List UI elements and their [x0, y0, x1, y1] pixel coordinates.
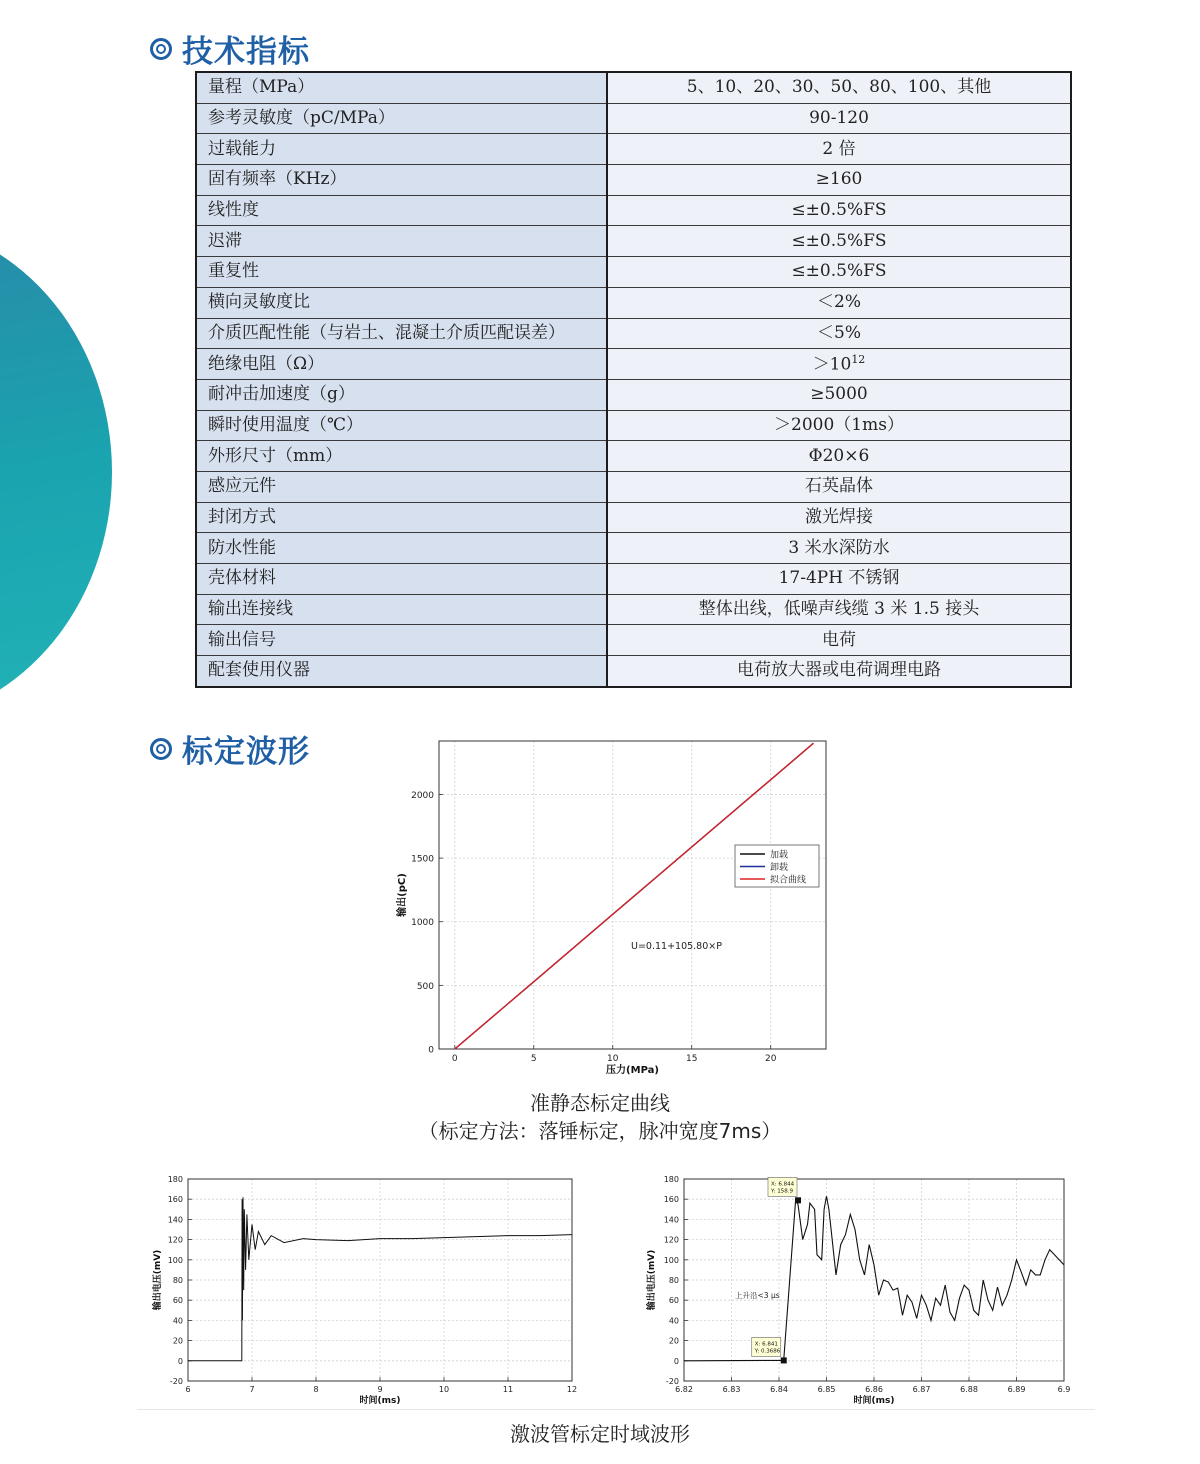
spec-value-text: ≤±0.5%FS: [791, 230, 887, 251]
y-tick-label: 0: [177, 1356, 183, 1366]
y-tick-label: 40: [668, 1316, 679, 1326]
shock-waveform-plot-zoom: [640, 1168, 1080, 1408]
spec-value-text: 90-120: [809, 108, 869, 129]
spec-key: 防水性能: [196, 533, 607, 564]
bullet-ring-icon: [150, 738, 172, 760]
y-tick-label: 20: [172, 1336, 183, 1346]
x-tick-label: 7: [249, 1385, 255, 1394]
spec-key: 过载能力: [196, 134, 607, 165]
spec-key: 壳体材料: [196, 564, 607, 595]
datatip-marker: [795, 1197, 801, 1203]
spec-key: 外形尺寸（mm）: [196, 441, 607, 472]
y-tick-label: 1000: [411, 918, 434, 929]
spec-key: 量程（MPa）: [196, 72, 607, 103]
legend-label: 拟合曲线: [770, 875, 807, 886]
spec-row: [196, 287, 1071, 318]
spec-value-text: ≤±0.5%FS: [791, 261, 887, 282]
spec-row: [196, 533, 1071, 564]
spec-value-text: ≤±0.5%FS: [791, 200, 887, 221]
spec-value-text: ＞10: [812, 354, 852, 375]
spec-value: [607, 502, 1071, 533]
spec-value: [607, 287, 1071, 318]
spec-key: 介质匹配性能（与岩土、混凝土介质匹配误差）: [196, 318, 607, 349]
y-tick-label: 120: [663, 1235, 679, 1245]
x-tick-label: 6.85: [817, 1385, 836, 1394]
y-tick-label: 180: [167, 1175, 183, 1184]
x-tick-label: 6.86: [865, 1385, 883, 1394]
shock-waveform-chart-full: [148, 1168, 588, 1408]
static-chart-method: （标定方法：落锤标定，脉冲宽度7ms）: [418, 1119, 782, 1143]
x-tick-label: 10: [438, 1385, 450, 1394]
x-tick-label: 6.83: [722, 1385, 741, 1394]
spec-value: [607, 625, 1071, 656]
spec-value-text: ≥160: [815, 169, 863, 190]
y-tick-label: 80: [668, 1276, 679, 1285]
spec-value-text: ＞2000（1ms）: [774, 414, 904, 435]
x-tick-label: 20: [764, 1054, 777, 1064]
x-tick-label: 15: [686, 1054, 698, 1064]
plot-area: [439, 741, 826, 1049]
spec-key: 封闭方式: [196, 502, 607, 533]
y-tick-label: 100: [167, 1255, 183, 1265]
x-axis-label: 时间(ms): [853, 1396, 895, 1406]
y-tick-label: 160: [663, 1195, 679, 1205]
spec-row: [196, 103, 1071, 134]
spec-value: [607, 410, 1071, 441]
section-title-waveform: [150, 726, 310, 771]
spec-row: [196, 625, 1071, 656]
spec-key: 参考灵敏度（pC/MPa）: [196, 103, 607, 134]
spec-key: 输出连接线: [196, 594, 607, 625]
spec-row: [196, 72, 1071, 103]
datatip-text: Y: 158.9: [771, 1188, 793, 1195]
spec-value: [607, 134, 1071, 165]
x-tick-label: 10: [607, 1054, 619, 1064]
spec-table: [195, 71, 1072, 688]
spec-value: [607, 564, 1071, 595]
decorative-teal-circle: [0, 222, 112, 722]
spec-value: [607, 349, 1071, 380]
y-tick-label: 60: [172, 1296, 183, 1306]
static-calibration-chart: [393, 735, 838, 1080]
shock-waveform-chart-zoom: [640, 1168, 1080, 1408]
y-tick-label: 40: [172, 1316, 183, 1326]
spec-value: [607, 165, 1071, 196]
y-tick-label: 180: [663, 1175, 679, 1184]
legend-label: 卸载: [770, 863, 789, 873]
fit-equation-annotation: U=0.11+105.80×P: [631, 941, 722, 952]
static-calibration-plot: [393, 735, 838, 1080]
x-axis-label: 时间(ms): [359, 1396, 401, 1406]
spec-value-text: ≥5000: [810, 384, 868, 405]
spec-key: 迟滞: [196, 226, 607, 257]
spec-row: [196, 318, 1071, 349]
spec-row: [196, 349, 1071, 380]
y-tick-label: 160: [167, 1195, 183, 1205]
y-tick-label: 100: [663, 1255, 679, 1265]
spec-row: [196, 257, 1071, 288]
x-tick-label: 0: [451, 1054, 458, 1064]
spec-value: [607, 195, 1071, 226]
spec-value-text: 电荷: [822, 629, 856, 650]
y-tick-label: 2000: [411, 790, 434, 801]
datatip-text: X: 6.844: [771, 1181, 795, 1188]
static-chart-caption: 准静态标定曲线: [530, 1091, 670, 1115]
x-tick-label: 6.89: [1007, 1385, 1026, 1394]
spec-row: [196, 226, 1071, 257]
spec-row: [196, 165, 1071, 196]
x-tick-label: 8: [313, 1385, 319, 1394]
y-tick-label: 0: [673, 1356, 679, 1366]
spec-key: 感应元件: [196, 471, 607, 502]
rise-time-annotation: 上升沿<3 μs: [735, 1291, 780, 1301]
spec-value-text: ＜2%: [817, 292, 861, 313]
spec-value-text: 石英晶体: [805, 476, 873, 497]
y-tick-label: 500: [416, 981, 434, 992]
spec-value: [607, 594, 1071, 625]
spec-row: [196, 410, 1071, 441]
y-tick-label: 0: [428, 1045, 434, 1056]
y-tick-label: 140: [663, 1215, 679, 1225]
datatip-text: Y: 0.3686: [754, 1348, 781, 1355]
spec-key: 线性度: [196, 195, 607, 226]
spec-row: [196, 502, 1071, 533]
spec-value-text: 激光焊接: [805, 506, 873, 527]
y-axis-label: 输出(pC): [397, 873, 408, 917]
y-tick-label: -20: [169, 1377, 183, 1386]
spec-key: 耐冲击加速度（g）: [196, 379, 607, 410]
spec-key: 重复性: [196, 257, 607, 288]
x-tick-label: 6.9: [1057, 1385, 1071, 1394]
spec-key: 固有频率（KHz）: [196, 165, 607, 196]
spec-key: 配套使用仪器: [196, 656, 607, 687]
x-axis-label: 压力(MPa): [606, 1065, 659, 1076]
spec-row: [196, 195, 1071, 226]
spec-value-text: 2 倍: [822, 138, 856, 159]
spec-value: [607, 379, 1071, 410]
x-tick-label: 11: [502, 1385, 514, 1394]
x-tick-label: 12: [566, 1385, 578, 1394]
spec-row: [196, 471, 1071, 502]
shock-waveform-plot-full: [148, 1168, 588, 1408]
spec-value-text: 3 米水深防水: [788, 537, 890, 558]
spec-value-superscript: 12: [851, 353, 866, 367]
spec-row: [196, 564, 1071, 595]
spec-value: [607, 226, 1071, 257]
y-axis-label: 输出电压(mV): [153, 1249, 163, 1311]
y-tick-label: 80: [172, 1276, 183, 1285]
x-tick-label: 9: [377, 1385, 383, 1394]
x-tick-label: 6.84: [770, 1385, 788, 1394]
spec-value-text: 5、10、20、30、50、80、100、其他: [686, 77, 992, 98]
spec-row: [196, 379, 1071, 410]
y-tick-label: 140: [167, 1215, 183, 1225]
divider: [137, 1409, 1095, 1410]
x-tick-label: 6: [185, 1385, 191, 1394]
spec-value: [607, 318, 1071, 349]
x-tick-label: 6.82: [675, 1385, 693, 1394]
spec-value: [607, 471, 1071, 502]
spec-key: 绝缘电阻（Ω）: [196, 349, 607, 380]
datatip-marker: [781, 1357, 787, 1363]
spec-row: [196, 134, 1071, 165]
spec-value-text: 电荷放大器或电荷调理电路: [737, 660, 941, 681]
datatip-text: X: 6.841: [754, 1341, 778, 1348]
spec-value: [607, 441, 1071, 472]
spec-row: [196, 656, 1071, 687]
section-title-text: 标定波形: [182, 734, 310, 770]
y-tick-label: -20: [665, 1377, 679, 1386]
x-tick-label: 6.87: [912, 1385, 931, 1394]
section-title-text: 技术指标: [182, 34, 310, 70]
y-tick-label: 1500: [411, 854, 434, 865]
y-tick-label: 60: [668, 1296, 679, 1306]
legend-label: 加载: [770, 850, 789, 861]
spec-value: [607, 72, 1071, 103]
spec-value: [607, 257, 1071, 288]
spec-row: [196, 594, 1071, 625]
spec-value-text: ＜5%: [817, 322, 861, 343]
spec-row: [196, 441, 1071, 472]
spec-value-text: 17-4PH 不锈钢: [778, 568, 900, 589]
spec-value-text: 整体出线，低噪声线缆 3 米 1.5 接头: [698, 599, 980, 620]
y-axis-label: 输出电压(mV): [647, 1249, 657, 1311]
spec-value: [607, 656, 1071, 687]
spec-value: [607, 533, 1071, 564]
spec-key: 输出信号: [196, 625, 607, 656]
spec-value: [607, 103, 1071, 134]
spec-key: 瞬时使用温度（℃）: [196, 410, 607, 441]
spec-key: 横向灵敏度比: [196, 287, 607, 318]
spec-value-text: Φ20×6: [808, 445, 870, 466]
x-tick-label: 5: [530, 1054, 537, 1064]
x-tick-label: 6.88: [960, 1385, 978, 1394]
y-tick-label: 120: [167, 1235, 183, 1245]
y-tick-label: 20: [668, 1336, 679, 1346]
shock-chart-caption: 激波管标定时域波形: [510, 1422, 690, 1446]
section-title-specs: [150, 26, 310, 71]
bullet-ring-icon: [150, 38, 172, 60]
